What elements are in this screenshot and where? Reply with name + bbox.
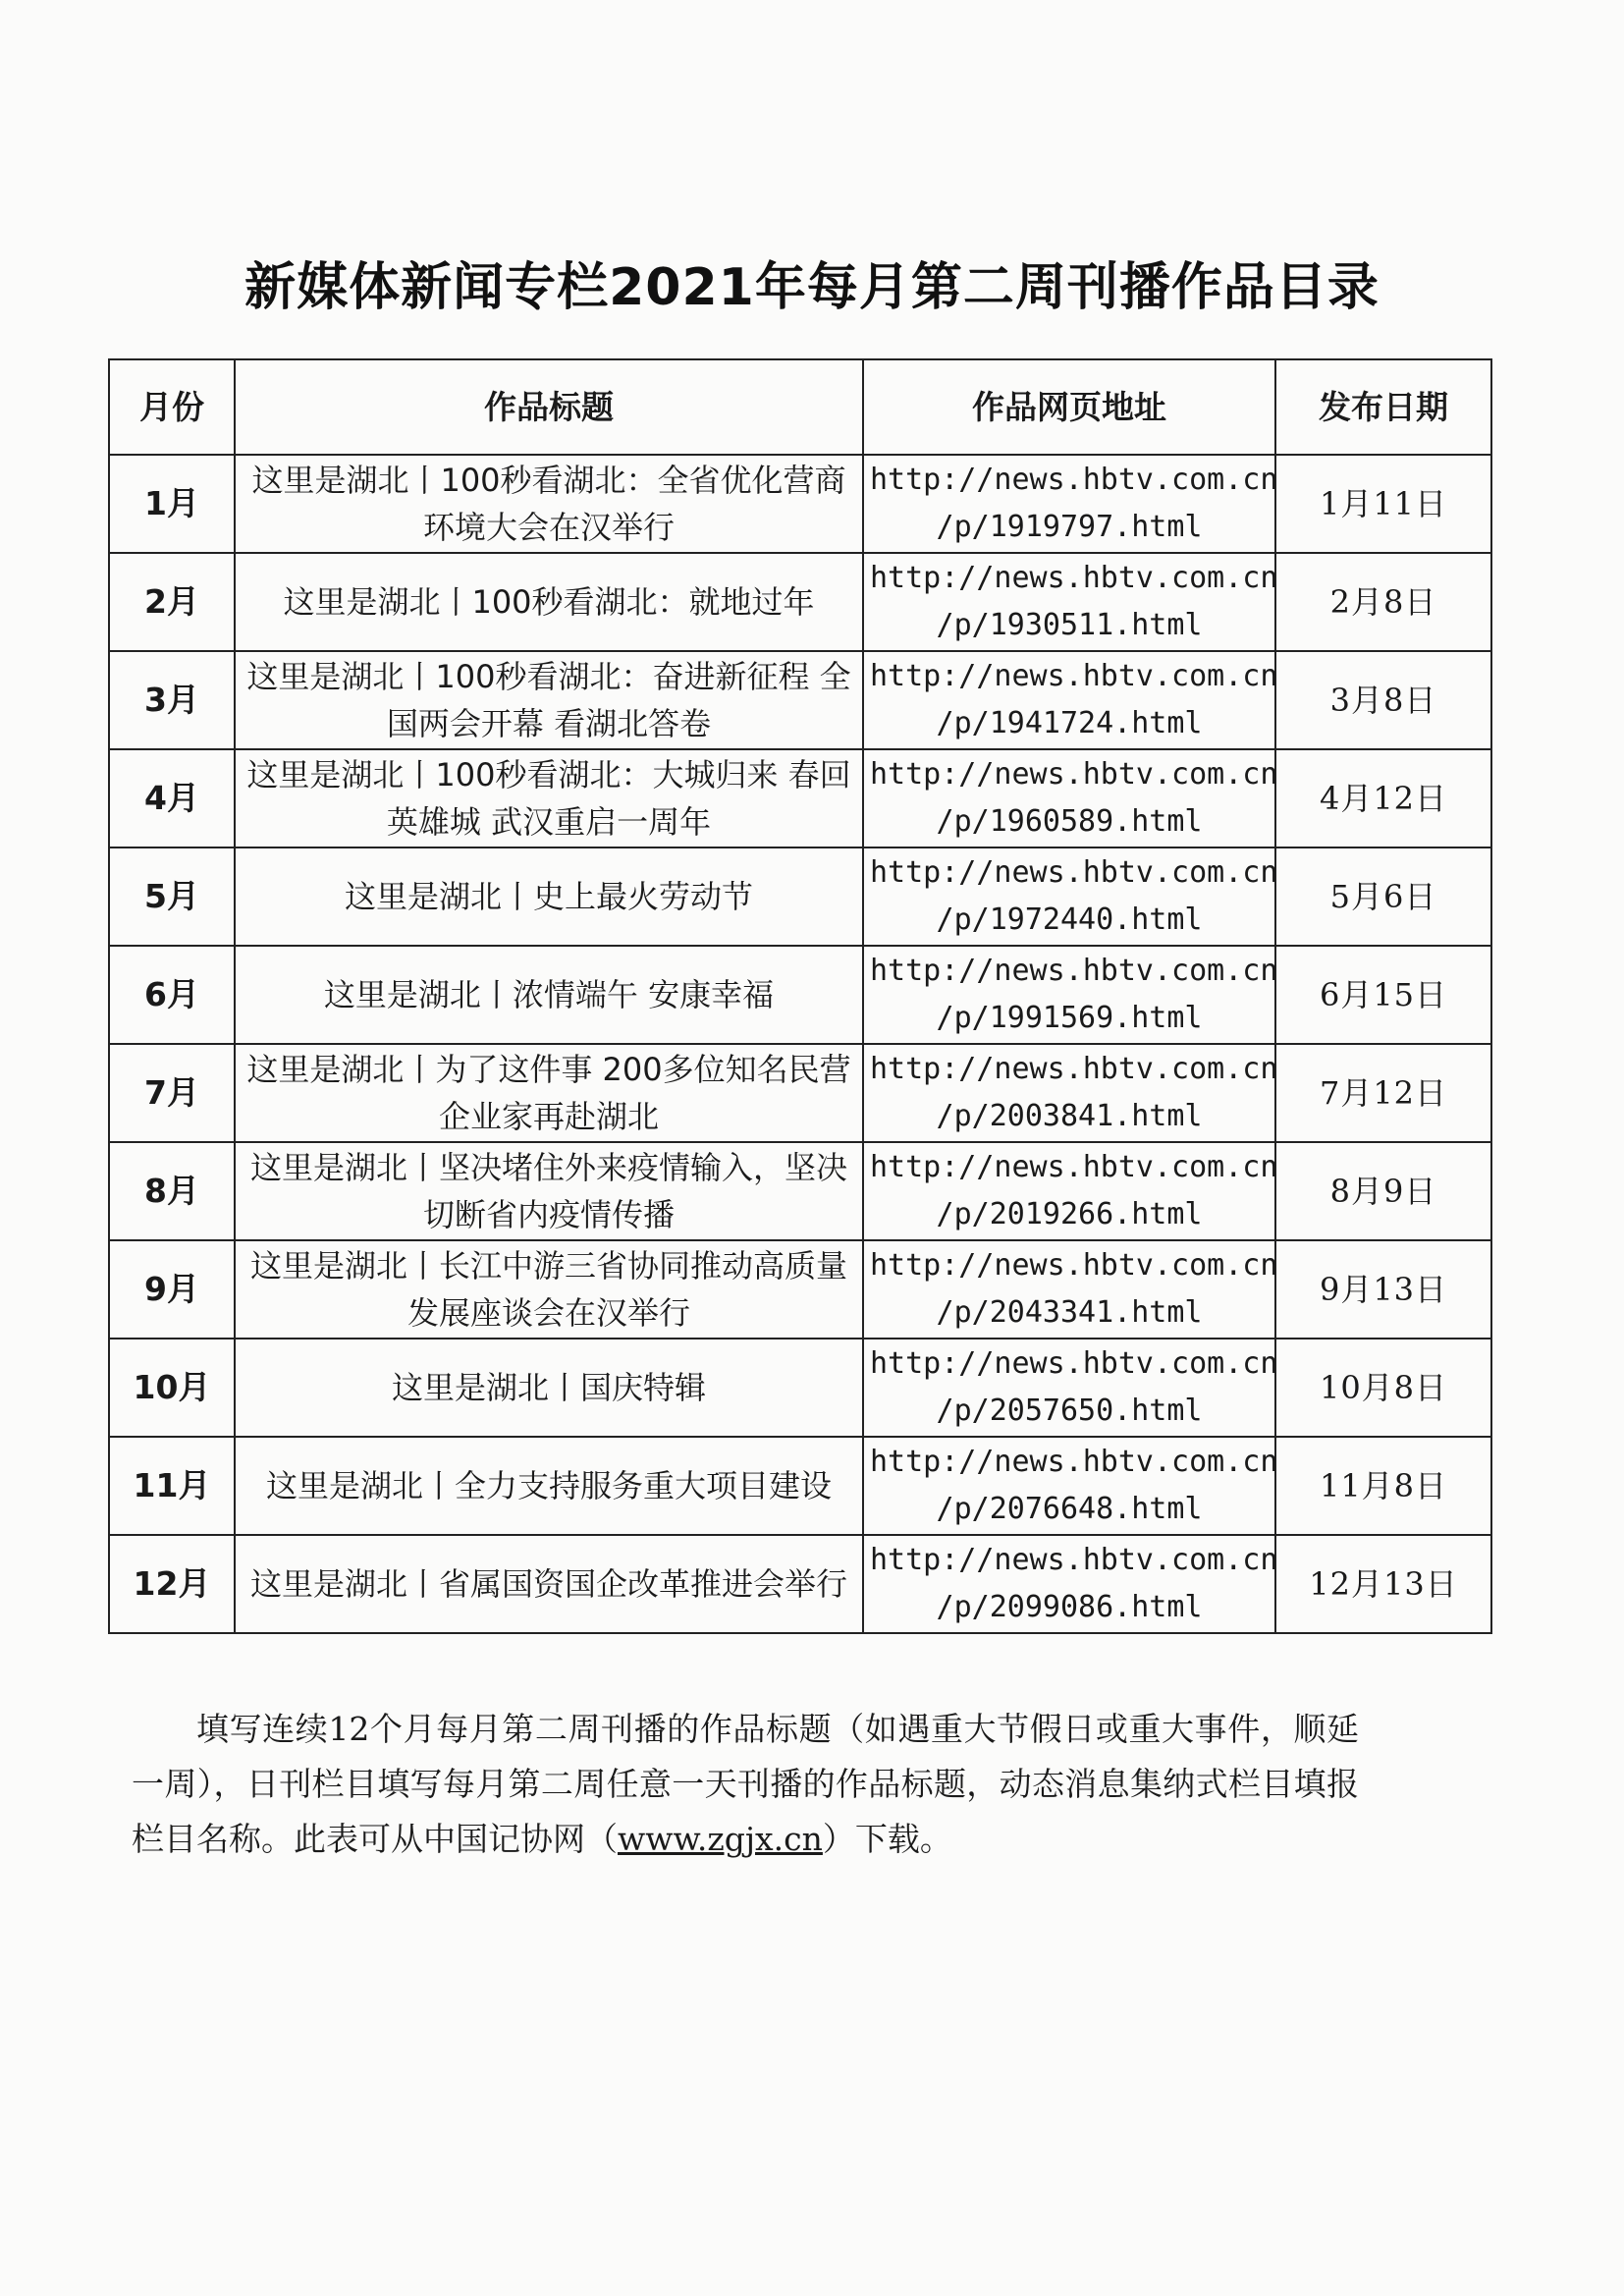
cell-date: 11月8日 <box>1275 1437 1491 1535</box>
cell-title: 这里是湖北丨国庆特辑 <box>235 1339 863 1437</box>
works-table <box>108 358 1492 1634</box>
zgjx-link[interactable]: www.zgjx.cn <box>618 1820 823 1858</box>
url-host: http://news.hbtv.com.cn <box>870 659 1278 693</box>
cell-month: 5月 <box>109 847 235 946</box>
cell-title: 这里是湖北丨全力支持服务重大项目建设 <box>235 1437 863 1535</box>
cell-date: 6月15日 <box>1275 946 1491 1044</box>
header-date: 发布日期 <box>1275 359 1491 455</box>
cell-title: 这里是湖北丨100秒看湖北：就地过年 <box>235 553 863 651</box>
url-host: http://news.hbtv.com.cn <box>870 463 1278 497</box>
table-row <box>109 1240 1491 1339</box>
url-path: /p/1972440.html <box>936 902 1203 937</box>
url-host: http://news.hbtv.com.cn <box>870 1346 1278 1381</box>
cell-date: 9月13日 <box>1275 1240 1491 1339</box>
cell-date: 12月13日 <box>1275 1535 1491 1633</box>
table-row <box>109 1142 1491 1240</box>
table-row <box>109 1437 1491 1535</box>
table-row <box>109 946 1491 1044</box>
cell-url <box>863 455 1278 553</box>
url-path: /p/1941724.html <box>936 706 1203 740</box>
cell-month: 12月 <box>109 1535 235 1633</box>
cell-date: 4月12日 <box>1275 749 1491 847</box>
url-host: http://news.hbtv.com.cn <box>870 1543 1278 1577</box>
cell-month: 2月 <box>109 553 235 651</box>
page-title: 新媒体新闻专栏2021年每月第二周刊播作品目录 <box>244 258 1380 317</box>
table-row <box>109 455 1491 553</box>
cell-date: 5月6日 <box>1275 847 1491 946</box>
cell-url <box>863 1142 1278 1240</box>
cell-title: 这里是湖北丨省属国资国企改革推进会举行 <box>235 1535 863 1633</box>
cell-month: 4月 <box>109 749 235 847</box>
url-path: /p/1960589.html <box>936 804 1203 839</box>
url-host: http://news.hbtv.com.cn <box>870 757 1278 792</box>
url-path: /p/2019266.html <box>936 1197 1203 1231</box>
url-path: /p/1919797.html <box>936 510 1203 544</box>
url-path: /p/1991569.html <box>936 1001 1203 1035</box>
cell-month: 8月 <box>109 1142 235 1240</box>
url-host: http://news.hbtv.com.cn <box>870 855 1278 890</box>
cell-url <box>863 749 1278 847</box>
cell-url <box>863 1240 1278 1339</box>
cell-month: 6月 <box>109 946 235 1044</box>
cell-url <box>863 946 1278 1044</box>
url-path: /p/2043341.html <box>936 1295 1203 1330</box>
cell-title: 这里是湖北丨为了这件事 200多位知名民营企业家再赴湖北 <box>235 1044 863 1142</box>
url-host: http://news.hbtv.com.cn <box>870 1445 1278 1479</box>
table-row <box>109 651 1491 749</box>
cell-url <box>863 1437 1278 1535</box>
table-row <box>109 749 1491 847</box>
table-row <box>109 1044 1491 1142</box>
cell-month: 7月 <box>109 1044 235 1142</box>
cell-month: 10月 <box>109 1339 235 1437</box>
cell-url <box>863 1339 1278 1437</box>
url-host: http://news.hbtv.com.cn <box>870 954 1278 988</box>
cell-date: 3月8日 <box>1275 651 1491 749</box>
url-host: http://news.hbtv.com.cn <box>870 561 1278 595</box>
url-path: /p/2057650.html <box>936 1394 1203 1428</box>
url-path: /p/2003841.html <box>936 1099 1203 1133</box>
cell-date: 1月11日 <box>1275 455 1491 553</box>
cell-month: 3月 <box>109 651 235 749</box>
cell-url <box>863 1044 1278 1142</box>
header-work-title: 作品标题 <box>235 359 863 455</box>
cell-url <box>863 651 1278 749</box>
cell-title: 这里是湖北丨100秒看湖北：全省优化营商环境大会在汉举行 <box>235 455 863 553</box>
table-row <box>109 1339 1491 1437</box>
table-row <box>109 553 1491 651</box>
cell-date: 2月8日 <box>1275 553 1491 651</box>
cell-month: 11月 <box>109 1437 235 1535</box>
cell-date: 8月9日 <box>1275 1142 1491 1240</box>
cell-url <box>863 1535 1278 1633</box>
header-month: 月份 <box>109 359 235 455</box>
cell-date: 7月12日 <box>1275 1044 1491 1142</box>
url-path: /p/1930511.html <box>936 608 1203 642</box>
table-header-row <box>109 359 1491 455</box>
url-host: http://news.hbtv.com.cn <box>870 1248 1278 1283</box>
table-row <box>109 847 1491 946</box>
cell-title: 这里是湖北丨坚决堵住外来疫情输入，坚决切断省内疫情传播 <box>235 1142 863 1240</box>
cell-month: 1月 <box>109 455 235 553</box>
url-host: http://news.hbtv.com.cn <box>870 1052 1278 1086</box>
url-path: /p/2099086.html <box>936 1590 1203 1624</box>
cell-title: 这里是湖北丨长江中游三省协同推动高质量发展座谈会在汉举行 <box>235 1240 863 1339</box>
footnote-text: 填写连续12个月每月第二周刊播的作品标题（如遇重大节假日或重大事件，顺延一周），日刊栏目填写每月第二周任意一天刊播的作品标题，动态消息集纳式栏目填报栏目名称。此表可从中国记协网（ <box>132 1710 1359 1858</box>
cell-title: 这里是湖北丨浓情端午 安康幸福 <box>235 946 863 1044</box>
cell-title: 这里是湖北丨100秒看湖北：大城归来 春回英雄城 武汉重启一周年 <box>235 749 863 847</box>
cell-url <box>863 553 1278 651</box>
cell-title: 这里是湖北丨100秒看湖北：奋进新征程 全国两会开幕 看湖北答卷 <box>235 651 863 749</box>
table-row <box>109 1535 1491 1633</box>
cell-date: 10月8日 <box>1275 1339 1491 1437</box>
url-path: /p/2076648.html <box>936 1492 1203 1526</box>
footnote-text-end: ）下载。 <box>822 1820 952 1858</box>
cell-month: 9月 <box>109 1240 235 1339</box>
cell-title: 这里是湖北丨史上最火劳动节 <box>235 847 863 946</box>
header-url: 作品网页地址 <box>863 359 1275 455</box>
url-host: http://news.hbtv.com.cn <box>870 1150 1278 1184</box>
footnote <box>132 1702 1359 1867</box>
cell-url <box>863 847 1278 946</box>
